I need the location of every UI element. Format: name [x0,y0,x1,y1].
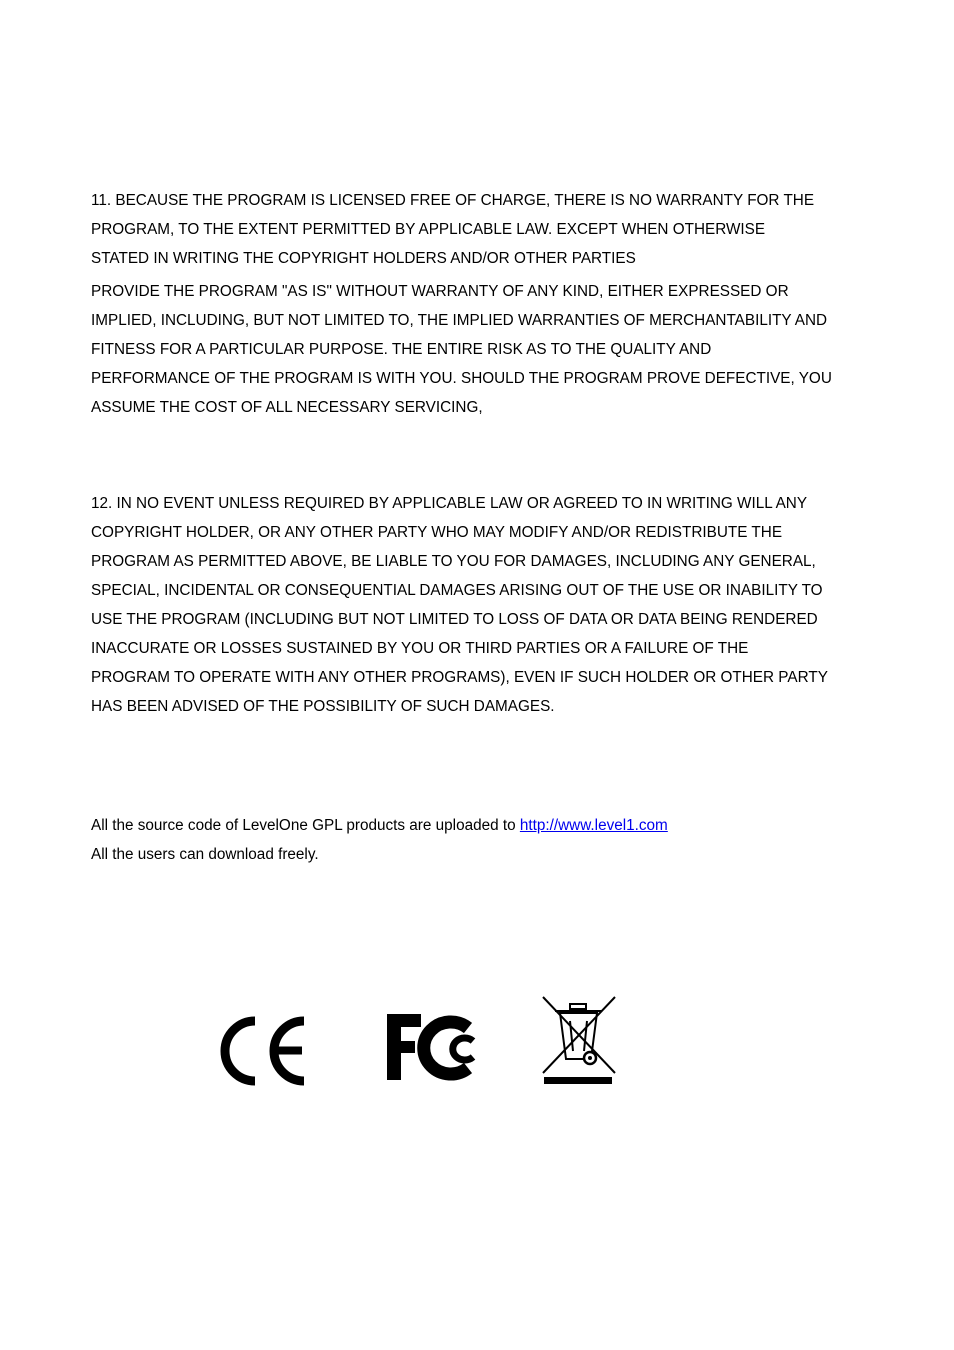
text-line: FITNESS FOR A PARTICULAR PURPOSE. THE ENTIRE RISK AS TO THE QUALITY AND [91,341,712,358]
text-line: INACCURATE OR LOSSES SUSTAINED BY YOU OR THIRD PARTIES OR A FAILURE OF THE [91,640,749,657]
text-line: SPECIAL, INCIDENTAL OR CONSEQUENTIAL DAMAGES ARISING OUT OF THE USE OR INABILITY TO [91,582,823,599]
text-line: USE THE PROGRAM (INCLUDING BUT NOT LIMITED TO LOSS OF DATA OR DATA BEING RENDERED [91,611,818,628]
source-code-note [91,811,881,869]
fcc-mark-icon [385,1012,485,1084]
text-line: 11. BECAUSE THE PROGRAM IS LICENSED FREE OF CHARGE, THERE IS NO WARRANTY FOR THE [91,192,815,209]
text-line: 12. IN NO EVENT UNLESS REQUIRED BY APPLICABLE LAW OR AGREED TO IN WRITING WILL ANY [91,495,808,512]
source-note-line-2: All the users can download freely. [91,846,319,863]
level1-website-link[interactable]: http://www.level1.com [519,817,668,834]
source-note-line-1 [91,811,881,840]
text-line: COPYRIGHT HOLDER, OR ANY OTHER PARTY WHO MAY MODIFY AND/OR REDISTRIBUTE THE [91,524,783,541]
text-line: PROGRAM AS PERMITTED ABOVE, BE LIABLE TO YOU FOR DAMAGES, INCLUDING ANY GENERAL, [91,553,816,570]
text-line: ASSUME THE COST OF ALL NECESSARY SERVICING, [91,399,483,416]
section-11-paragraph-a [91,186,881,273]
text-line: STATED IN WRITING THE COPYRIGHT HOLDERS AND/OR OTHER PARTIES [91,250,636,267]
source-note-prefix: All the source code of LevelOne GPL products are uploaded to [91,817,520,834]
ce-mark-icon [218,1015,310,1087]
text-line: PROGRAM TO OPERATE WITH ANY OTHER PROGRAMS), EVEN IF SUCH HOLDER OR OTHER PARTY [91,669,828,686]
weee-crossed-bin-icon [540,995,618,1087]
section-12-paragraph [91,489,881,721]
section-11-paragraph-b [91,277,881,422]
text-line: PROGRAM, TO THE EXTENT PERMITTED BY APPLICABLE LAW. EXCEPT WHEN OTHERWISE [91,221,766,238]
text-line: PROVIDE THE PROGRAM "AS IS" WITHOUT WARRANTY OF ANY KIND, EITHER EXPRESSED OR [91,283,789,300]
text-line: PERFORMANCE OF THE PROGRAM IS WITH YOU. SHOULD THE PROGRAM PROVE DEFECTIVE, YOU [91,370,832,387]
text-line: HAS BEEN ADVISED OF THE POSSIBILITY OF SUCH DAMAGES. [91,698,555,715]
text-line: IMPLIED, INCLUDING, BUT NOT LIMITED TO, THE IMPLIED WARRANTIES OF MERCHANTABILITY AND [91,312,828,329]
